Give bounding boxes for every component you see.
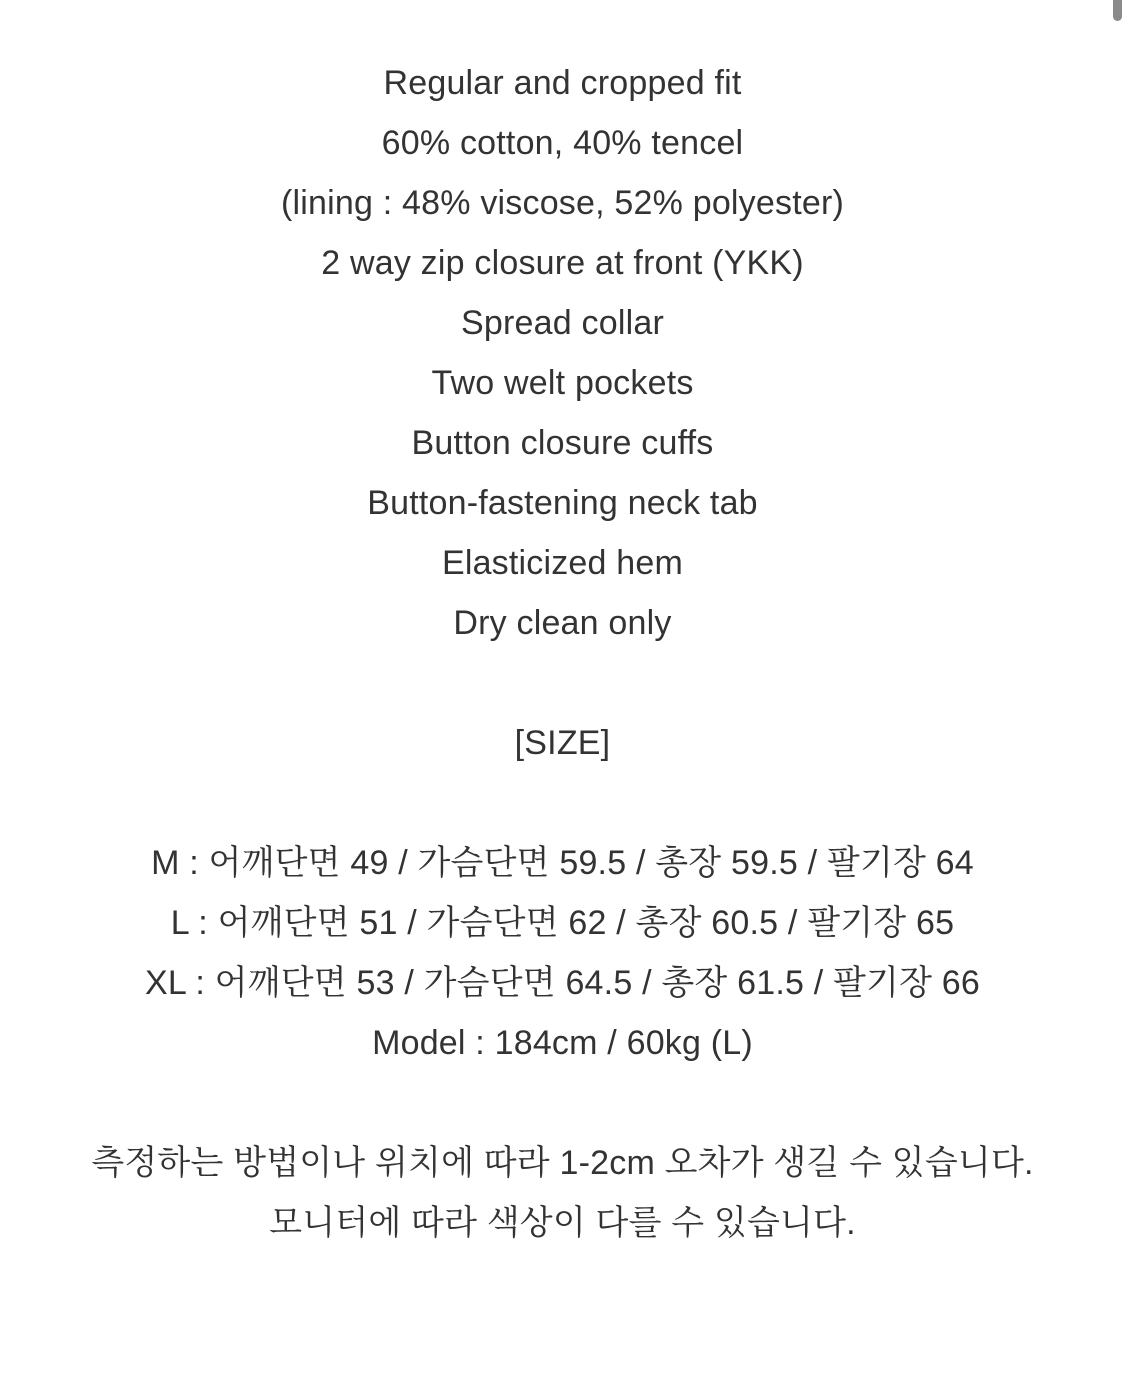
detail-line-care: Dry clean only: [453, 604, 672, 642]
size-section: [0, 713, 1125, 1013]
detail-line-cuffs: Button closure cuffs: [411, 424, 714, 462]
product-details-section: [0, 53, 1125, 653]
detail-line-fabric: 60% cotton, 40% tencel: [381, 124, 744, 162]
scrollbar-thumb[interactable]: [1113, 0, 1122, 21]
detail-line-pockets: Two welt pockets: [431, 364, 694, 402]
detail-line-neck-tab: Button-fastening neck tab: [367, 484, 758, 522]
size-row-l: L : 어깨단면 51 / 가슴단면 62 / 총장 60.5 / 팔기장 65: [170, 904, 955, 942]
size-row-m: M : 어깨단면 49 / 가슴단면 59.5 / 총장 59.5 / 팔기장 64: [151, 844, 974, 882]
size-rows: [0, 833, 1125, 1013]
size-heading: [SIZE]: [514, 724, 611, 762]
detail-line-fit: Regular and cropped fit: [383, 64, 742, 102]
note-measurement-tolerance: 측정하는 방법이나 위치에 따라 1-2cm 오차가 생길 수 있습니다.: [91, 1144, 1034, 1182]
detail-line-lining: (lining : 48% viscose, 52% polyester): [281, 184, 844, 222]
detail-line-zip: 2 way zip closure at front (YKK): [321, 244, 804, 282]
notes-section: [0, 1133, 1125, 1253]
size-row-xl: XL : 어깨단면 53 / 가슴단면 64.5 / 총장 61.5 / 팔기장 66: [144, 964, 981, 1002]
detail-line-hem: Elasticized hem: [441, 544, 684, 582]
model-info: Model : 184cm / 60kg (L): [372, 1024, 753, 1062]
note-monitor-color: 모니터에 따라 색상이 다를 수 있습니다.: [269, 1204, 856, 1242]
detail-line-collar: Spread collar: [461, 304, 664, 342]
